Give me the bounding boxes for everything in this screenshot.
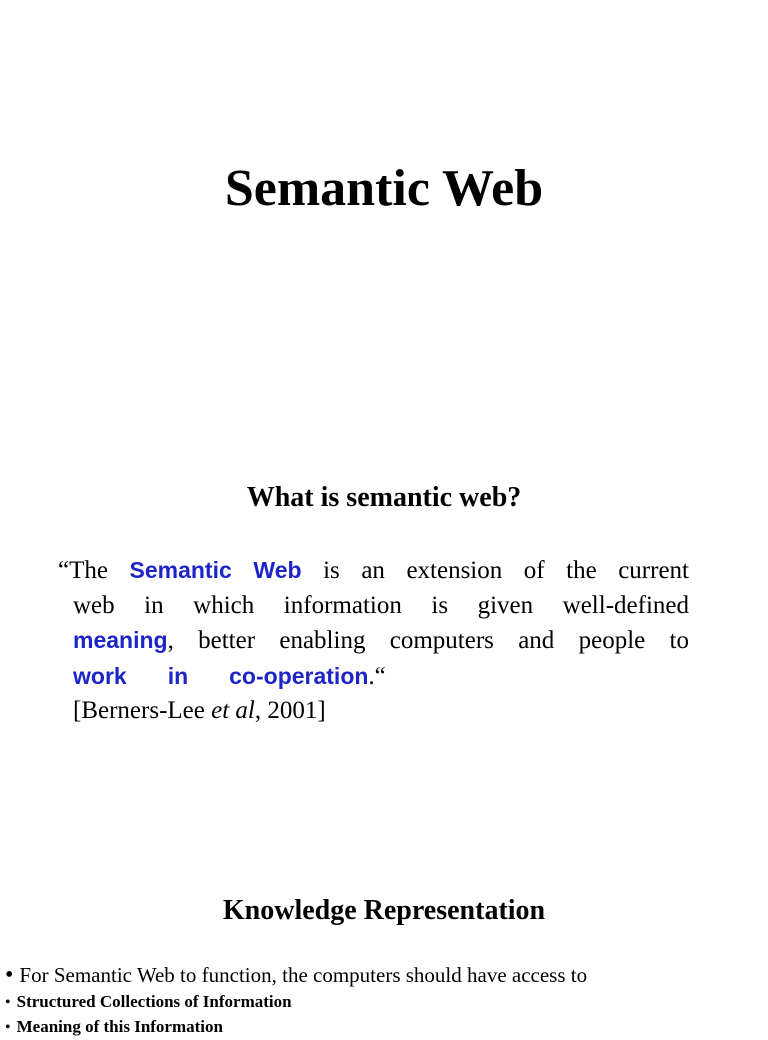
citation-etal: et al bbox=[211, 697, 255, 724]
list-item-text: Structured Collections of Information bbox=[16, 992, 292, 1011]
quote-line-1-rest: is an extension of the current bbox=[323, 557, 689, 584]
citation-open: [Berners-Lee bbox=[73, 697, 212, 724]
page-title: Semantic Web bbox=[224, 160, 544, 217]
quote-line-3 bbox=[58, 623, 689, 659]
quote-open-text: “The bbox=[58, 557, 108, 584]
question-heading: What is semantic web? bbox=[246, 482, 522, 513]
bullet-list bbox=[5, 960, 745, 1040]
quote-line-4 bbox=[58, 659, 689, 695]
list-item bbox=[5, 990, 745, 1015]
citation-close: , 2001] bbox=[254, 697, 326, 724]
bullet-icon: • bbox=[5, 994, 11, 1011]
highlight-work: work bbox=[73, 662, 127, 689]
bullet-icon: • bbox=[5, 1019, 11, 1036]
highlight-in: in bbox=[167, 662, 189, 689]
quote-line-2: web in which information is given well-defined bbox=[73, 591, 689, 619]
list-item bbox=[5, 960, 745, 990]
section-heading: Knowledge Representation bbox=[222, 895, 546, 926]
list-item-text: Meaning of this Information bbox=[16, 1017, 223, 1036]
highlight-cooperation: co-operation bbox=[229, 662, 369, 689]
list-item bbox=[5, 1015, 745, 1040]
quote-close-mark: .“ bbox=[368, 662, 386, 690]
citation bbox=[58, 694, 689, 729]
quote-line-1 bbox=[58, 553, 689, 589]
highlight-meaning: meaning bbox=[73, 627, 168, 653]
bullet-icon: • bbox=[5, 962, 14, 988]
list-item-text: For Semantic Web to function, the computers should have access to bbox=[19, 963, 588, 987]
highlight-semantic-web: Semantic Web bbox=[129, 557, 302, 583]
quote-line-3-rest: , better enabling computers and people to bbox=[167, 627, 689, 654]
definition-quote bbox=[58, 553, 689, 729]
